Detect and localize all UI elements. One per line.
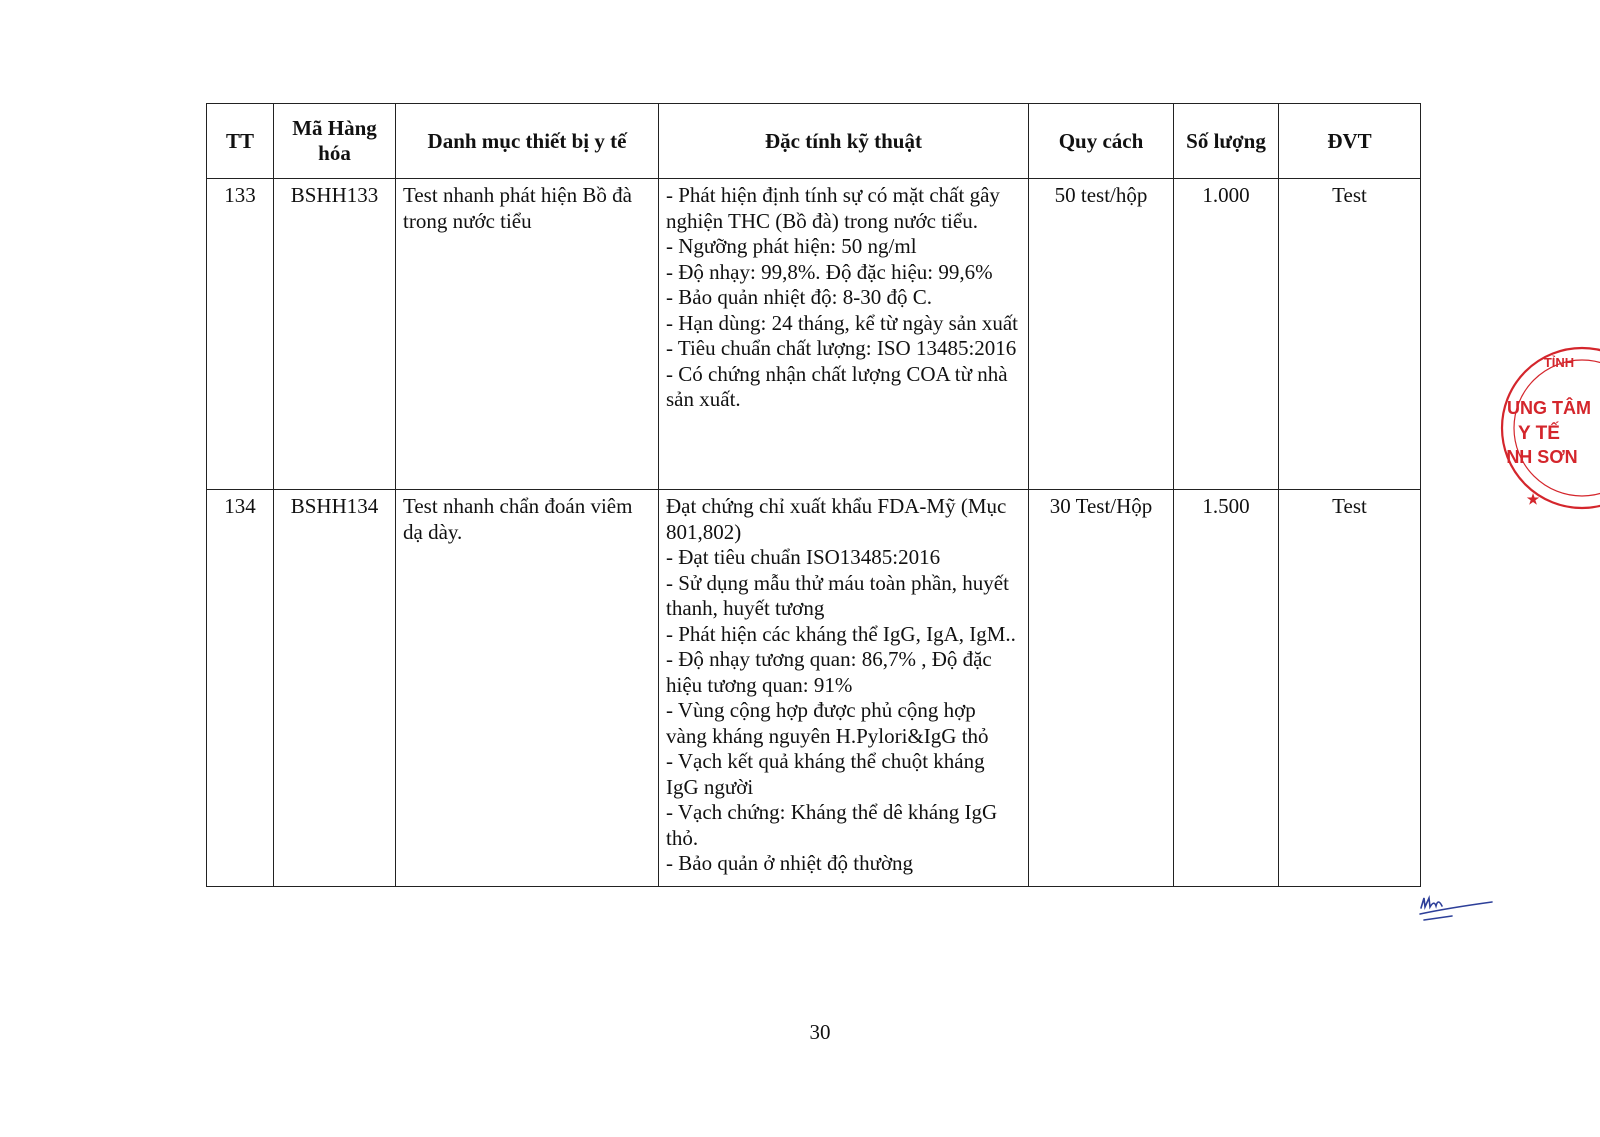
row-pack: 30 Test/Hộp [1029, 490, 1174, 887]
row-name: Test nhanh chẩn đoán viêm dạ dày. [396, 490, 659, 887]
red-seal-stamp [1497, 343, 1600, 513]
row-unit: Test [1279, 490, 1421, 887]
spec-line: - Phát hiện các kháng thể IgG, IgA, IgM.. [666, 621, 1016, 646]
row-spec [659, 179, 1029, 490]
spec-line: - Phát hiện định tính sự có mặt chất gây nghiện THC (Bồ đà) trong nước tiểu. [666, 183, 1000, 233]
row-tt: 133 [207, 179, 274, 490]
header-tt: TT [207, 104, 274, 179]
spec-line: - Tiêu chuẩn chất lượng: ISO 13485:2016 [666, 336, 1017, 360]
spec-line: - Hạn dùng: 24 tháng, kể từ ngày sản xuất [666, 310, 1018, 335]
spec-line: - Độ nhạy: 99,8%. Độ đặc hiệu: 99,6% [666, 259, 993, 284]
spec-line: - Sử dụng mẫu thử máu toàn phần, huyết thanh, huyết tương [666, 570, 1009, 620]
table-row [207, 179, 1421, 490]
header-name: Danh mục thiết bị y tế [396, 104, 659, 179]
header-qty: Số lượng [1174, 104, 1279, 179]
spec-line: - Có chứng nhận chất lượng COA từ nhà sản xuất. [666, 361, 1008, 411]
svg-text:Y TẾ: Y TẾ [1518, 423, 1560, 444]
spec-line: Đạt chứng chỉ xuất khẩu FDA-Mỹ (Mục 801,802) [666, 494, 1007, 544]
spec-line: - Bảo quản ở nhiệt độ thường [666, 851, 914, 875]
row-pack: 50 test/hộp [1029, 179, 1174, 490]
spec-line: - Đạt tiêu chuẩn ISO13485:2016 [666, 545, 941, 569]
header-spec: Đặc tính kỹ thuật [659, 104, 1029, 179]
svg-text:NH SƠN: NH SƠN [1506, 447, 1578, 467]
page-number: 30 [809, 1020, 831, 1044]
row-spec [659, 490, 1029, 887]
row-qty: 1.000 [1174, 179, 1279, 490]
row-qty: 1.500 [1174, 490, 1279, 887]
svg-text:★: ★ [1526, 491, 1540, 507]
table-row [207, 490, 1421, 887]
row-code: BSHH133 [274, 179, 396, 490]
spec-line: - Ngưỡng phát hiện: 50 ng/ml [666, 234, 917, 258]
spec-line: - Vạch kết quả kháng thể chuột kháng IgG người [666, 749, 985, 799]
header-unit: ĐVT [1279, 104, 1421, 179]
header-code: Mã Hàng hóa [274, 104, 396, 179]
handwritten-signature [1418, 890, 1493, 926]
equipment-table [206, 103, 1421, 887]
row-tt: 134 [207, 490, 274, 887]
svg-text:UNG TÂM: UNG TÂM [1507, 398, 1591, 418]
header-pack: Quy cách [1029, 104, 1174, 179]
table-header-row [207, 104, 1421, 179]
spec-line: - Vùng cộng hợp được phủ cộng hợp vàng kháng nguyên H.Pylori&IgG thỏ [666, 698, 989, 748]
svg-text:TỈNH: TỈNH [1543, 355, 1575, 370]
row-name: Test nhanh phát hiện Bồ đà trong nước tiểu [396, 179, 659, 490]
spec-line: - Bảo quản nhiệt độ: 8-30 độ C. [666, 285, 932, 309]
row-unit: Test [1279, 179, 1421, 490]
spec-line: - Vạch chứng: Kháng thể dê kháng IgG thỏ. [666, 800, 998, 850]
row-code: BSHH134 [274, 490, 396, 887]
spec-line: - Độ nhạy tương quan: 86,7% , Độ đặc hiệu tương quan: 91% [666, 647, 992, 697]
